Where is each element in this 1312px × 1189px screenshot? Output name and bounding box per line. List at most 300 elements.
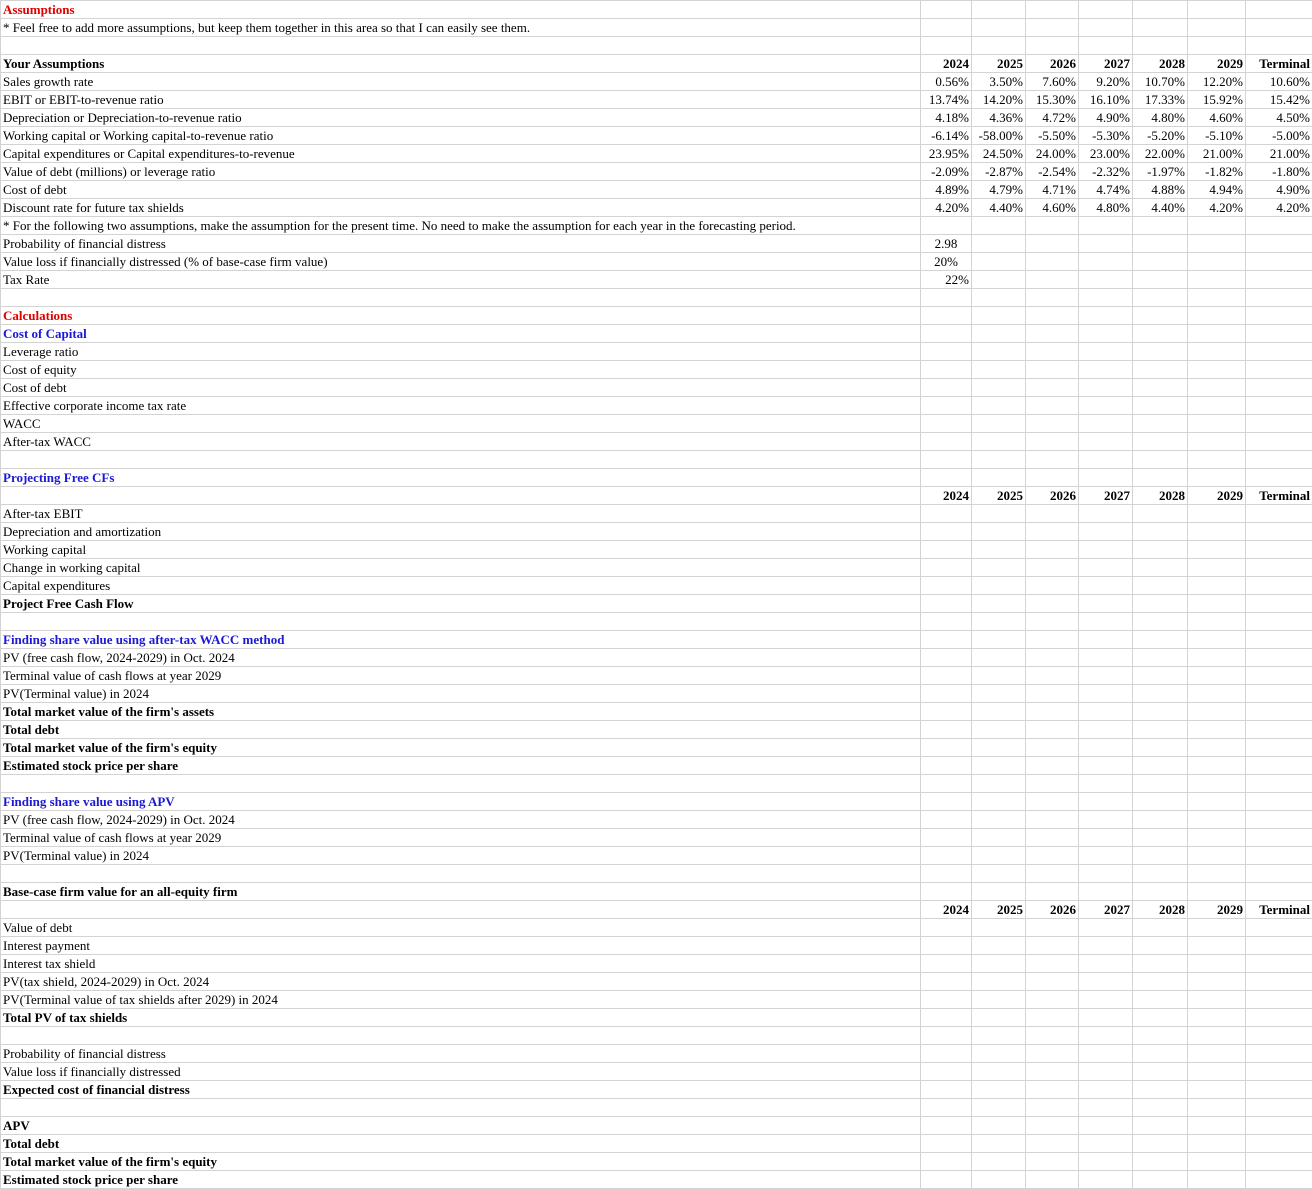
value-cell[interactable]: 4.40% [972,199,1026,217]
empty-cell[interactable] [1133,1171,1188,1189]
empty-cell[interactable] [1026,1045,1079,1063]
empty-cell[interactable] [1079,577,1133,595]
row-label-cell[interactable] [1,613,921,631]
empty-cell[interactable] [1246,811,1312,829]
empty-cell[interactable] [1188,1009,1246,1027]
row-label-cell[interactable] [1,1099,921,1117]
empty-cell[interactable] [1133,289,1188,307]
empty-cell[interactable] [921,559,972,577]
row-label-cell[interactable]: Working capital [1,541,921,559]
empty-cell[interactable] [1246,325,1312,343]
empty-cell[interactable] [1246,469,1312,487]
empty-cell[interactable] [1026,19,1079,37]
empty-cell[interactable] [1079,289,1133,307]
empty-cell[interactable] [1079,595,1133,613]
empty-cell[interactable] [972,217,1026,235]
empty-cell[interactable] [1246,19,1312,37]
empty-cell[interactable] [972,505,1026,523]
empty-cell[interactable] [1079,541,1133,559]
year-header-cell[interactable]: 2027 [1079,901,1133,919]
empty-cell[interactable] [1133,685,1188,703]
value-cell[interactable]: 24.00% [1026,145,1079,163]
value-cell[interactable]: -2.09% [921,163,972,181]
value-cell[interactable]: 4.60% [1188,109,1246,127]
value-cell[interactable]: 4.60% [1026,199,1079,217]
row-label-cell[interactable]: Expected cost of financial distress [1,1081,921,1099]
empty-cell[interactable] [1079,379,1133,397]
empty-cell[interactable] [1079,847,1133,865]
empty-cell[interactable] [1026,307,1079,325]
empty-cell[interactable] [972,1171,1026,1189]
empty-cell[interactable] [1133,811,1188,829]
empty-cell[interactable] [972,559,1026,577]
empty-cell[interactable] [1133,325,1188,343]
empty-cell[interactable] [1246,685,1312,703]
empty-cell[interactable] [1188,415,1246,433]
empty-cell[interactable] [1079,919,1133,937]
row-label-cell[interactable]: Total debt [1,721,921,739]
empty-cell[interactable] [1026,667,1079,685]
empty-cell[interactable] [1079,1081,1133,1099]
value-cell[interactable]: 21.00% [1188,145,1246,163]
empty-cell[interactable] [1188,775,1246,793]
row-label-cell[interactable]: Value loss if financially distressed (% of base-case firm value) [1,253,921,271]
empty-cell[interactable] [972,325,1026,343]
empty-cell[interactable] [1188,1153,1246,1171]
value-cell[interactable]: 4.18% [921,109,972,127]
row-label-cell[interactable]: PV(Terminal value) in 2024 [1,847,921,865]
empty-cell[interactable] [1246,1009,1312,1027]
empty-cell[interactable] [1079,865,1133,883]
empty-cell[interactable] [921,1171,972,1189]
empty-cell[interactable] [921,739,972,757]
empty-cell[interactable] [1079,685,1133,703]
empty-cell[interactable] [1026,793,1079,811]
empty-cell[interactable] [972,1045,1026,1063]
empty-cell[interactable] [1133,397,1188,415]
empty-cell[interactable] [1188,649,1246,667]
empty-cell[interactable] [1133,793,1188,811]
empty-cell[interactable] [972,667,1026,685]
year-header-cell[interactable]: 2028 [1133,901,1188,919]
value-cell[interactable]: -2.54% [1026,163,1079,181]
empty-cell[interactable] [1133,433,1188,451]
empty-cell[interactable] [921,307,972,325]
empty-cell[interactable] [972,703,1026,721]
empty-cell[interactable] [1246,757,1312,775]
value-cell[interactable]: -6.14% [921,127,972,145]
empty-cell[interactable] [921,667,972,685]
value-cell[interactable]: 4.80% [1133,109,1188,127]
empty-cell[interactable] [1246,667,1312,685]
value-cell[interactable]: 4.50% [1246,109,1312,127]
empty-cell[interactable] [1026,505,1079,523]
empty-cell[interactable] [1246,1153,1312,1171]
empty-cell[interactable] [1133,1045,1188,1063]
row-label-cell[interactable]: PV(tax shield, 2024-2029) in Oct. 2024 [1,973,921,991]
empty-cell[interactable] [972,757,1026,775]
empty-cell[interactable] [1026,361,1079,379]
empty-cell[interactable] [921,523,972,541]
row-label-cell[interactable]: EBIT or EBIT-to-revenue ratio [1,91,921,109]
empty-cell[interactable] [1079,325,1133,343]
empty-cell[interactable] [1188,937,1246,955]
empty-cell[interactable] [1079,739,1133,757]
empty-cell[interactable] [1026,37,1079,55]
empty-cell[interactable] [1133,739,1188,757]
value-cell[interactable]: 20% [921,253,972,271]
empty-cell[interactable] [1188,883,1246,901]
empty-cell[interactable] [1079,1099,1133,1117]
empty-cell[interactable] [1188,973,1246,991]
empty-cell[interactable] [1133,1099,1188,1117]
empty-cell[interactable] [1026,271,1079,289]
empty-cell[interactable] [921,847,972,865]
empty-cell[interactable] [1246,865,1312,883]
row-label-cell[interactable]: Cost of equity [1,361,921,379]
empty-cell[interactable] [921,991,972,1009]
value-cell[interactable]: 12.20% [1188,73,1246,91]
row-label-cell[interactable]: * For the following two assumptions, make the assumption for the present time. No need to make the assumption for each year in the forecasting period. [1,217,921,235]
empty-cell[interactable] [1246,631,1312,649]
empty-cell[interactable] [921,613,972,631]
empty-cell[interactable] [1246,1135,1312,1153]
row-label-cell[interactable]: Value of debt [1,919,921,937]
row-label-cell[interactable]: Estimated stock price per share [1,757,921,775]
empty-cell[interactable] [921,973,972,991]
empty-cell[interactable] [1246,1,1312,19]
empty-cell[interactable] [1079,253,1133,271]
value-cell[interactable]: -58.00% [972,127,1026,145]
empty-cell[interactable] [921,811,972,829]
empty-cell[interactable] [921,361,972,379]
empty-cell[interactable] [1079,649,1133,667]
empty-cell[interactable] [972,361,1026,379]
empty-cell[interactable] [921,469,972,487]
empty-cell[interactable] [972,973,1026,991]
empty-cell[interactable] [1026,1027,1079,1045]
empty-cell[interactable] [1133,1153,1188,1171]
empty-cell[interactable] [1246,415,1312,433]
empty-cell[interactable] [1188,1045,1246,1063]
empty-cell[interactable] [1026,649,1079,667]
empty-cell[interactable] [1026,217,1079,235]
row-label-cell[interactable] [1,865,921,883]
empty-cell[interactable] [1079,811,1133,829]
value-cell[interactable]: -2.87% [972,163,1026,181]
empty-cell[interactable] [1246,361,1312,379]
empty-cell[interactable] [921,829,972,847]
empty-cell[interactable] [1188,1027,1246,1045]
value-cell[interactable]: -5.20% [1133,127,1188,145]
empty-cell[interactable] [921,649,972,667]
empty-cell[interactable] [1026,325,1079,343]
empty-cell[interactable] [1133,919,1188,937]
row-label-cell[interactable] [1,37,921,55]
empty-cell[interactable] [1079,721,1133,739]
row-label-cell[interactable] [1,1027,921,1045]
row-label-cell[interactable]: Working capital or Working capital-to-revenue ratio [1,127,921,145]
empty-cell[interactable] [972,397,1026,415]
empty-cell[interactable] [921,325,972,343]
empty-cell[interactable] [1133,955,1188,973]
empty-cell[interactable] [1188,541,1246,559]
empty-cell[interactable] [1079,937,1133,955]
empty-cell[interactable] [921,955,972,973]
empty-cell[interactable] [1026,1,1079,19]
value-cell[interactable]: -5.10% [1188,127,1246,145]
empty-cell[interactable] [1133,1135,1188,1153]
empty-cell[interactable] [972,937,1026,955]
year-header-cell[interactable]: 2029 [1188,55,1246,73]
value-cell[interactable]: 16.10% [1079,91,1133,109]
row-label-cell[interactable]: Terminal value of cash flows at year 2029 [1,829,921,847]
empty-cell[interactable] [972,235,1026,253]
year-header-cell[interactable]: 2026 [1026,901,1079,919]
empty-cell[interactable] [1188,991,1246,1009]
row-label-cell[interactable]: Leverage ratio [1,343,921,361]
row-label-cell[interactable]: Finding share value using APV [1,793,921,811]
empty-cell[interactable] [921,1009,972,1027]
empty-cell[interactable] [1246,1171,1312,1189]
empty-cell[interactable] [1079,1027,1133,1045]
empty-cell[interactable] [1188,37,1246,55]
empty-cell[interactable] [1026,685,1079,703]
empty-cell[interactable] [1026,523,1079,541]
empty-cell[interactable] [972,955,1026,973]
empty-cell[interactable] [1026,595,1079,613]
empty-cell[interactable] [1246,559,1312,577]
row-label-cell[interactable]: Your Assumptions [1,55,921,73]
empty-cell[interactable] [1079,559,1133,577]
empty-cell[interactable] [1079,793,1133,811]
empty-cell[interactable] [972,415,1026,433]
row-label-cell[interactable]: Probability of financial distress [1,235,921,253]
empty-cell[interactable] [1188,955,1246,973]
empty-cell[interactable] [1133,991,1188,1009]
value-cell[interactable]: 0.56% [921,73,972,91]
empty-cell[interactable] [1133,379,1188,397]
year-header-cell[interactable]: 2026 [1026,487,1079,505]
row-label-cell[interactable]: Terminal value of cash flows at year 2029 [1,667,921,685]
empty-cell[interactable] [1079,775,1133,793]
empty-cell[interactable] [972,379,1026,397]
empty-cell[interactable] [921,757,972,775]
row-label-cell[interactable]: Depreciation and amortization [1,523,921,541]
empty-cell[interactable] [1026,397,1079,415]
empty-cell[interactable] [972,1135,1026,1153]
empty-cell[interactable] [1133,451,1188,469]
year-header-cell[interactable]: 2024 [921,901,972,919]
empty-cell[interactable] [972,649,1026,667]
empty-cell[interactable] [921,379,972,397]
empty-cell[interactable] [1188,703,1246,721]
empty-cell[interactable] [921,1081,972,1099]
empty-cell[interactable] [1079,1,1133,19]
empty-cell[interactable] [1026,955,1079,973]
empty-cell[interactable] [921,397,972,415]
row-label-cell[interactable]: After-tax WACC [1,433,921,451]
empty-cell[interactable] [1133,415,1188,433]
empty-cell[interactable] [972,811,1026,829]
empty-cell[interactable] [1246,1027,1312,1045]
value-cell[interactable]: 22.00% [1133,145,1188,163]
empty-cell[interactable] [1246,397,1312,415]
empty-cell[interactable] [1079,505,1133,523]
value-cell[interactable]: -5.00% [1246,127,1312,145]
row-label-cell[interactable]: Interest tax shield [1,955,921,973]
empty-cell[interactable] [1188,19,1246,37]
empty-cell[interactable] [1026,829,1079,847]
empty-cell[interactable] [921,289,972,307]
empty-cell[interactable] [1188,613,1246,631]
empty-cell[interactable] [972,685,1026,703]
empty-cell[interactable] [1188,739,1246,757]
empty-cell[interactable] [1188,793,1246,811]
empty-cell[interactable] [1079,1045,1133,1063]
empty-cell[interactable] [1026,631,1079,649]
empty-cell[interactable] [921,919,972,937]
empty-cell[interactable] [1079,271,1133,289]
empty-cell[interactable] [1026,559,1079,577]
empty-cell[interactable] [1079,19,1133,37]
empty-cell[interactable] [1026,379,1079,397]
empty-cell[interactable] [1079,451,1133,469]
value-cell[interactable]: 24.50% [972,145,1026,163]
row-label-cell[interactable]: Effective corporate income tax rate [1,397,921,415]
empty-cell[interactable] [972,577,1026,595]
year-header-cell[interactable]: 2027 [1079,55,1133,73]
row-label-cell[interactable]: Change in working capital [1,559,921,577]
row-label-cell[interactable]: Value loss if financially distressed [1,1063,921,1081]
empty-cell[interactable] [1133,1063,1188,1081]
value-cell[interactable]: -1.82% [1188,163,1246,181]
row-label-cell[interactable]: Cost of debt [1,379,921,397]
value-cell[interactable]: 4.36% [972,109,1026,127]
empty-cell[interactable] [1133,343,1188,361]
empty-cell[interactable] [972,721,1026,739]
empty-cell[interactable] [1188,847,1246,865]
empty-cell[interactable] [1133,523,1188,541]
empty-cell[interactable] [1079,235,1133,253]
empty-cell[interactable] [1246,739,1312,757]
empty-cell[interactable] [972,775,1026,793]
empty-cell[interactable] [1026,991,1079,1009]
empty-cell[interactable] [1246,955,1312,973]
row-label-cell[interactable]: Depreciation or Depreciation-to-revenue ratio [1,109,921,127]
value-cell[interactable]: 4.74% [1079,181,1133,199]
empty-cell[interactable] [1188,253,1246,271]
row-label-cell[interactable]: Total PV of tax shields [1,1009,921,1027]
value-cell[interactable]: 4.90% [1246,181,1312,199]
empty-cell[interactable] [1079,523,1133,541]
row-label-cell[interactable]: WACC [1,415,921,433]
empty-cell[interactable] [1188,667,1246,685]
empty-cell[interactable] [1188,559,1246,577]
empty-cell[interactable] [1188,1135,1246,1153]
empty-cell[interactable] [1079,433,1133,451]
row-label-cell[interactable]: Total market value of the firm's equity [1,1153,921,1171]
value-cell[interactable]: 23.00% [1079,145,1133,163]
empty-cell[interactable] [1133,307,1188,325]
year-header-cell[interactable]: 2025 [972,487,1026,505]
empty-cell[interactable] [1079,973,1133,991]
empty-cell[interactable] [1133,361,1188,379]
row-label-cell[interactable] [1,451,921,469]
value-cell[interactable]: 15.92% [1188,91,1246,109]
empty-cell[interactable] [1079,1117,1133,1135]
value-cell[interactable]: 10.60% [1246,73,1312,91]
empty-cell[interactable] [1246,937,1312,955]
empty-cell[interactable] [1133,37,1188,55]
row-label-cell[interactable]: Assumptions [1,1,921,19]
empty-cell[interactable] [972,1117,1026,1135]
year-header-cell[interactable]: 2029 [1188,487,1246,505]
empty-cell[interactable] [1246,649,1312,667]
empty-cell[interactable] [921,1135,972,1153]
empty-cell[interactable] [1133,217,1188,235]
empty-cell[interactable] [1133,865,1188,883]
empty-cell[interactable] [1246,703,1312,721]
empty-cell[interactable] [1133,577,1188,595]
empty-cell[interactable] [1079,757,1133,775]
empty-cell[interactable] [1026,469,1079,487]
empty-cell[interactable] [1079,1063,1133,1081]
year-header-cell[interactable]: 2027 [1079,487,1133,505]
empty-cell[interactable] [1188,451,1246,469]
empty-cell[interactable] [1188,1063,1246,1081]
empty-cell[interactable] [972,595,1026,613]
value-cell[interactable]: 10.70% [1133,73,1188,91]
empty-cell[interactable] [1026,1135,1079,1153]
empty-cell[interactable] [1246,883,1312,901]
empty-cell[interactable] [1026,865,1079,883]
empty-cell[interactable] [921,451,972,469]
empty-cell[interactable] [972,865,1026,883]
year-header-cell[interactable]: Terminal [1246,901,1312,919]
empty-cell[interactable] [972,253,1026,271]
empty-cell[interactable] [1188,505,1246,523]
value-cell[interactable]: 4.90% [1079,109,1133,127]
empty-cell[interactable] [1133,595,1188,613]
empty-cell[interactable] [972,289,1026,307]
empty-cell[interactable] [1026,289,1079,307]
empty-cell[interactable] [1133,775,1188,793]
empty-cell[interactable] [972,451,1026,469]
empty-cell[interactable] [1133,829,1188,847]
empty-cell[interactable] [1188,1,1246,19]
empty-cell[interactable] [1079,469,1133,487]
empty-cell[interactable] [1188,361,1246,379]
empty-cell[interactable] [1133,847,1188,865]
empty-cell[interactable] [1246,289,1312,307]
empty-cell[interactable] [1079,631,1133,649]
empty-cell[interactable] [972,883,1026,901]
empty-cell[interactable] [972,919,1026,937]
empty-cell[interactable] [1026,847,1079,865]
value-cell[interactable]: 3.50% [972,73,1026,91]
empty-cell[interactable] [1026,1117,1079,1135]
empty-cell[interactable] [1133,1,1188,19]
empty-cell[interactable] [921,1153,972,1171]
empty-cell[interactable] [1133,505,1188,523]
empty-cell[interactable] [921,775,972,793]
empty-cell[interactable] [1133,613,1188,631]
empty-cell[interactable] [1246,1117,1312,1135]
empty-cell[interactable] [921,1063,972,1081]
empty-cell[interactable] [1026,433,1079,451]
empty-cell[interactable] [1079,1009,1133,1027]
